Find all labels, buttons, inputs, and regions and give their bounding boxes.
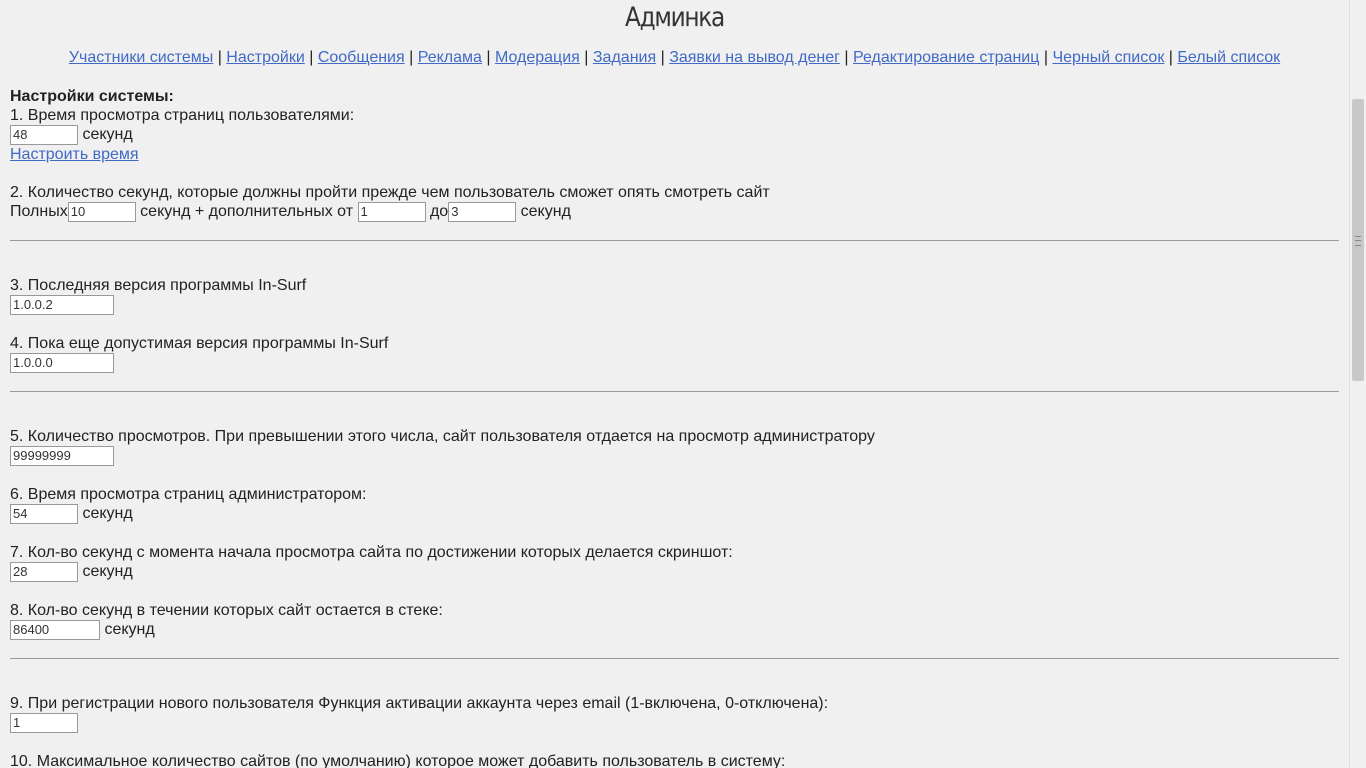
vertical-scrollbar[interactable] [1349,0,1366,768]
setting-9-label: 9. При регистрации нового пользователя Функция активации аккаунта через email (1-включена, 0-отключена): [10,695,829,712]
nav-separator: | [217,49,222,66]
email-activation-input[interactable] [10,713,78,733]
unit-label: секунд [104,621,155,639]
setting-6-label: 6. Время просмотра страниц администратором: [10,486,367,503]
nav-link-withdrawals[interactable]: Заявки на вывод денег [669,49,840,66]
section-divider [10,391,1339,392]
setting-8-label: 8. Кол-во секунд в течении которых сайт остается в стеке: [10,602,443,619]
extra-from-label: секунд + дополнительных от [140,203,354,221]
nav-separator: | [1168,49,1173,66]
unit-label: секунд [520,203,571,221]
nav-link-page-editing[interactable]: Редактирование страниц [853,49,1040,66]
admin-view-time-input[interactable] [10,504,78,524]
nav-separator: | [844,49,849,66]
stack-time-input[interactable] [10,620,100,640]
nav-separator: | [584,49,589,66]
nav-link-members[interactable]: Участники системы [68,49,214,66]
nav-separator: | [1043,49,1048,66]
full-seconds-input[interactable] [68,202,136,222]
setting-7-label: 7. Кол-во секунд с момента начала просмотра сайта по достижении которых делается скриншот: [10,544,733,561]
configure-time-link[interactable]: Настроить время [10,146,139,163]
nav-separator: | [486,49,491,66]
settings-form [10,87,1340,768]
grip-icon [1355,236,1361,246]
full-label: Полных [10,203,68,221]
nav-separator: | [409,49,414,66]
setting-2-label: 2. Количество секунд, которые должны пройти прежде чем пользователь сможет опять смотреть сайт [10,184,770,201]
setting-1-row [10,125,1340,145]
unit-label: секунд [82,563,133,581]
setting-1-label: 1. Время просмотра страниц пользователями: [10,107,355,124]
unit-label: секунд [82,505,133,523]
nav-link-moderation[interactable]: Модерация [494,49,580,66]
nav-separator: | [309,49,314,66]
setting-10-label: 10. Максимальное количество сайтов (по умолчанию) которое может добавить пользователь в систему: [10,753,786,768]
screenshot-delay-input[interactable] [10,562,78,582]
nav-link-ads[interactable]: Реклама [417,49,482,66]
to-label: до [429,203,449,221]
nav-link-settings[interactable]: Настройки [226,49,305,66]
views-threshold-input[interactable] [10,446,114,466]
top-nav [0,49,1349,67]
nav-link-whitelist[interactable]: Белый список [1177,49,1281,66]
latest-version-input[interactable] [10,295,114,315]
nav-link-messages[interactable]: Сообщения [317,49,405,66]
min-version-input[interactable] [10,353,114,373]
page-title: Админка [625,2,724,33]
nav-link-tasks[interactable]: Задания [592,49,657,66]
setting-5-label: 5. Количество просмотров. При превышении этого числа, сайт пользователя отдается на просмотр администратору [10,428,875,445]
setting-4-label: 4. Пока еще допустимая версия программы In-Surf [10,335,389,352]
section-divider [10,658,1339,659]
setting-2-row [10,202,1340,222]
scrollbar-thumb[interactable] [1352,99,1364,381]
view-time-input[interactable] [10,125,78,145]
nav-link-blacklist[interactable]: Черный список [1052,49,1165,66]
settings-heading: Настройки системы: [10,88,174,105]
setting-3-label: 3. Последняя версия программы In-Surf [10,277,307,294]
extra-to-input[interactable] [448,202,516,222]
nav-separator: | [660,49,665,66]
extra-from-input[interactable] [358,202,426,222]
unit-label: секунд [82,126,133,144]
section-divider [10,240,1339,241]
